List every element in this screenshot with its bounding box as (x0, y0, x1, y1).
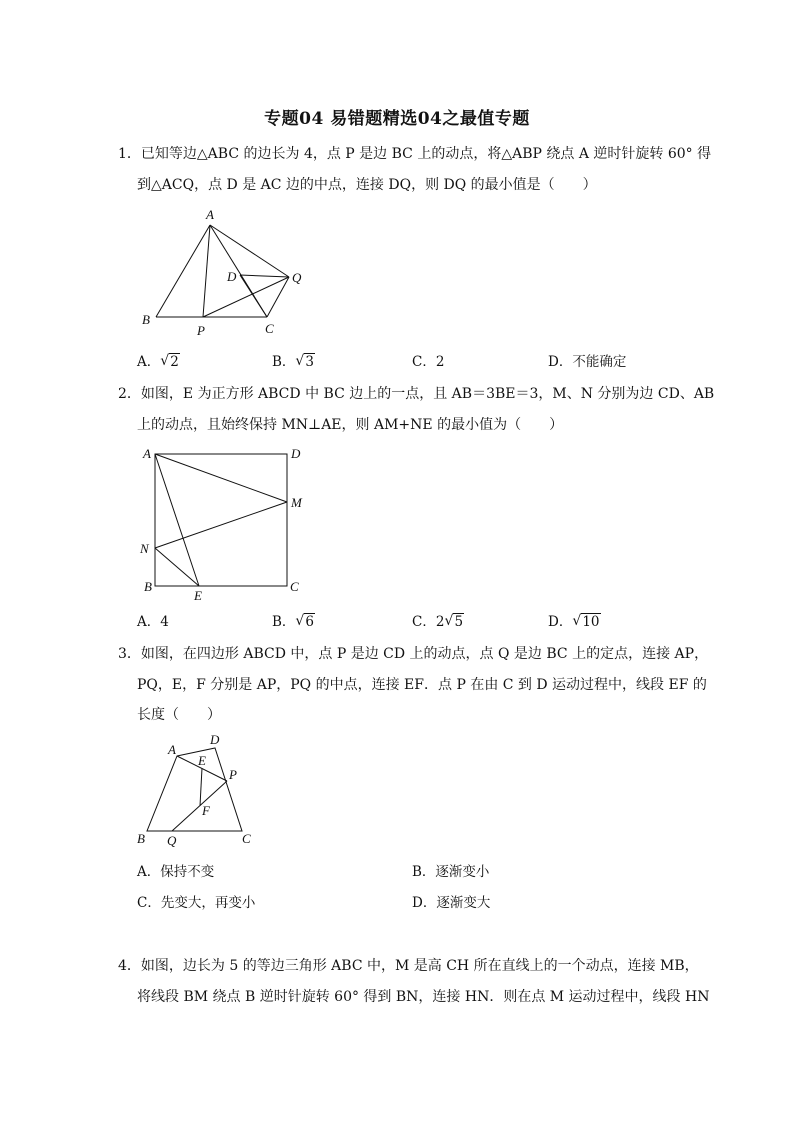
q2-option-c[interactable]: C．2√ 5 (412, 612, 464, 632)
q1-edge-dc (240, 275, 267, 317)
q1-label-c: C (265, 321, 274, 336)
q4-text-line2: 将线段 BM 绕点 B 逆时针旋转 60° 得到 BN，连接 HN．则在点 M 运动过程中，线段 HN (137, 989, 710, 1005)
q3-label-b: B (137, 831, 145, 846)
q1-text-line2: 到△ACQ，点 D 是 AC 边的中点，连接 DQ，则 DQ 的最小值是（ ） (137, 177, 597, 193)
q3-label-p: P (229, 767, 237, 782)
q3-figure (130, 728, 270, 853)
q3-edge-ef (200, 768, 202, 806)
q3-label-a: A (168, 742, 176, 757)
q1-label-p: P (197, 323, 205, 338)
q1-option-a[interactable]: A．√ 2 (137, 352, 180, 372)
q1-edge-ab (156, 225, 210, 317)
q3-label-q: Q (167, 833, 177, 848)
q3-text-line3: 长度（ ） (137, 707, 221, 723)
q2-edge-nm (155, 502, 287, 548)
q3-option-c[interactable]: C．先变大，再变小 (137, 895, 256, 911)
q3-option-b[interactable]: B．逐渐变小 (412, 864, 490, 880)
q1-option-d[interactable]: D．不能确定 (548, 354, 627, 370)
q1-figure (130, 205, 320, 345)
q1-label-d: D (227, 269, 237, 284)
q2-label-d: D (291, 446, 301, 461)
q1-edge-dq (240, 275, 289, 277)
q3-text-line1: 3．如图，在四边形 ABCD 中，点 P 是边 CD 上的动点，点 Q 是边 BC 上的定点，连接 AP， (118, 646, 709, 662)
q2-label-c: C (290, 579, 299, 594)
q2-text-line2: 上的动点，且始终保持 MN⊥AE，则 AM+NE 的最小值为（ ） (137, 417, 564, 433)
q1-label-b: B (142, 312, 150, 327)
q2-label-a: A (143, 446, 151, 461)
q1-option-c[interactable]: C．2 (412, 354, 445, 370)
q3-edge-pq (172, 781, 227, 831)
q1-text-line1: 1．已知等边△ABC 的边长为 4，点 P 是边 BC 上的动点，将△ABP 绕点 A 逆时针旋转 60° 得 (118, 146, 712, 162)
q1-label-q: Q (292, 270, 302, 285)
q2-figure (135, 442, 325, 607)
q2-label-m: M (291, 495, 302, 510)
q1-option-b[interactable]: B．√ 3 (272, 352, 315, 372)
q3-label-e: E (198, 753, 206, 768)
q2-edge-ae (155, 454, 199, 586)
q2-label-n: N (140, 541, 149, 556)
q2-label-e: E (194, 588, 202, 603)
q1-label-a: A (206, 207, 214, 222)
q1-edge-aq (210, 225, 289, 277)
q2-label-b: B (144, 579, 152, 594)
q2-square (155, 454, 287, 586)
q2-text-line1: 2．如图，E 为正方形 ABCD 中 BC 边上的一点，且 AB＝3BE＝3，M、N 分别为边 CD、AB (118, 386, 715, 402)
q2-edge-am (155, 454, 287, 502)
q2-option-b[interactable]: B．√ 6 (272, 612, 315, 632)
q1-edge-ap (203, 225, 210, 317)
q2-option-d[interactable]: D．√ 10 (548, 612, 601, 632)
q3-label-f: F (202, 803, 210, 818)
q1-edge-cq (267, 277, 289, 317)
q3-label-d: D (210, 732, 220, 747)
q3-option-d[interactable]: D．逐渐变大 (412, 895, 491, 911)
q3-label-c: C (242, 831, 251, 846)
page-title: 专题04 易错题精选04之最值专题 (264, 109, 530, 129)
q3-text-line2: PQ，E，F 分别是 AP，PQ 的中点，连接 EF．点 P 在由 C 到 D 运动过程中，线段 EF 的 (137, 677, 707, 693)
q4-text-line1: 4．如图，边长为 5 的等边三角形 ABC 中，M 是高 CH 所在直线上的一个动点，连接 MB， (118, 958, 699, 974)
q3-option-a[interactable]: A．保持不变 (137, 864, 215, 880)
q3-quadrilateral (147, 748, 242, 831)
q2-option-a[interactable]: A．4 (137, 614, 169, 630)
